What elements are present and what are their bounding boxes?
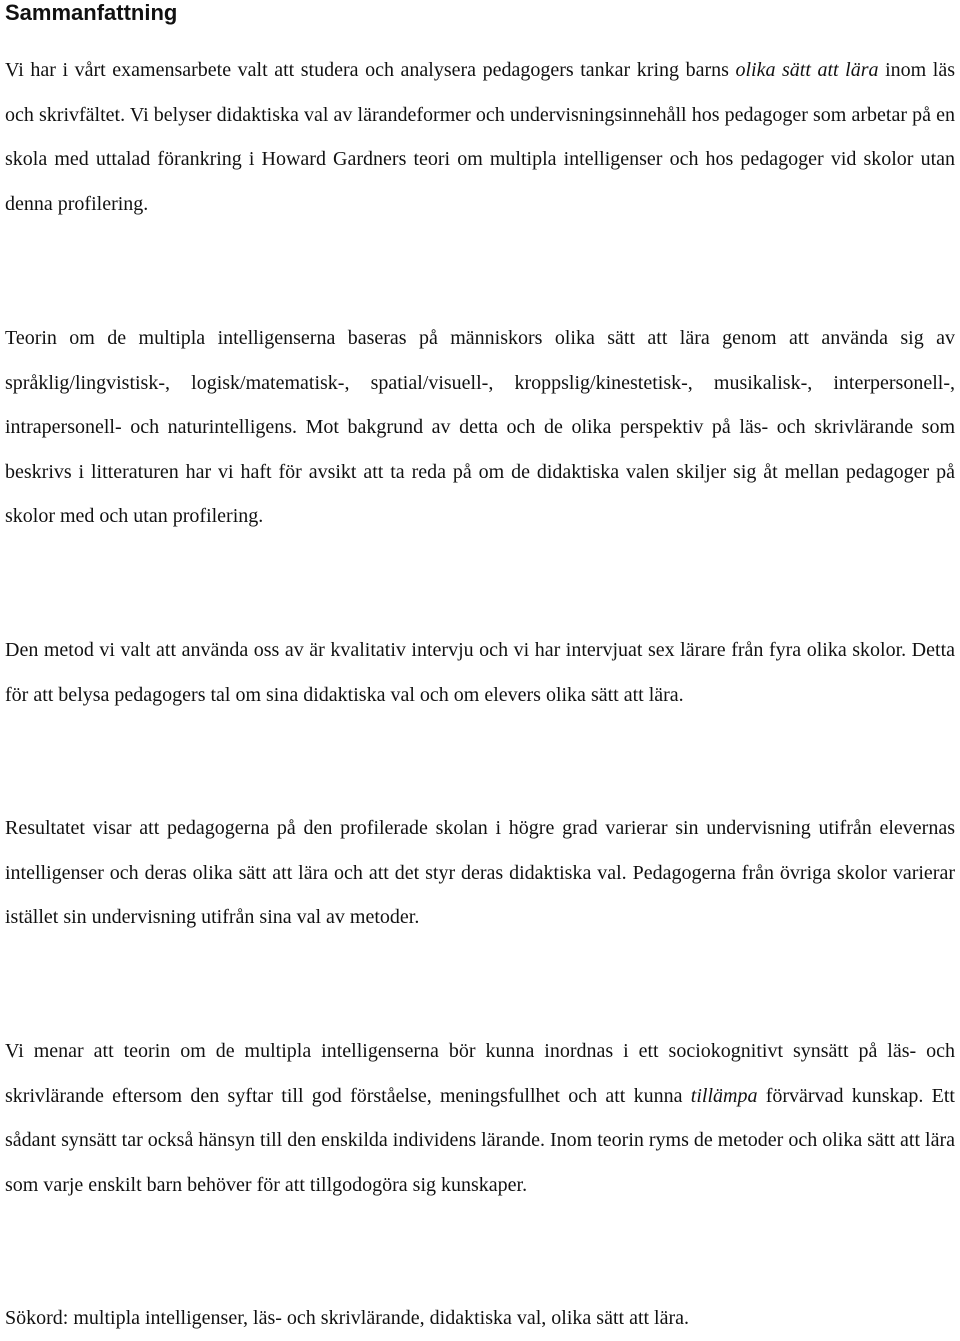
- paragraph-intro-text-c: inom läs och skrivfältet. Vi belyser didaktiska val av lärandeformer och undervisningsinnehåll hos pedagoger som arbetar på en skola med uttalad förankring i Howard Gardners teori om multipla intelligenser och hos pedagoger vid skolor utan denna profilering.: [5, 59, 955, 215]
- keywords-line: Sökord: multipla intelligenser, läs- och skrivlärande, didaktiska val, olika sätt att lära.: [5, 1307, 690, 1329]
- paragraph-result: Resultatet visar att pedagogerna på den profilerade skolan i högre grad varierar sin undervisning utifrån elevernas intelligenser och deras olika sätt att lära och att det styr deras didaktiska val. Pedagogerna från övriga skolor varierar istället sin undervisning utifrån sina val av metoder.: [5, 817, 955, 928]
- paragraph-theory: Teorin om de multipla intelligenserna baseras på människors olika sätt att lära genom att använda sig av språklig/lingvistisk-, logisk/matematisk-, spatial/visuell-, kroppslig/kinestetisk-, musikalisk-, interpersonell-, intrapersonell- och naturintelligens. Mot bakgrund av detta och de olika perspektiv på läs- och skrivlärande som beskrivs i litteraturen har vi haft för avsikt att ta reda på om de didaktiska valen skiljer sig åt mellan pedagoger på skolor med och utan profilering.: [5, 327, 955, 527]
- paragraph-discussion: [5, 1029, 955, 1207]
- paragraph-intro-text-a: Vi har i vårt examensarbete valt att studera och analysera pedagogers tankar kring barns: [5, 59, 736, 81]
- paragraph-discussion-text-c: förvärvad kunskap. Ett sådant synsätt tar också hänsyn till den enskilda individens lärande. Inom teorin ryms de metoder och olika sätt att lära som varje enskilt barn behöver för att tillgodogöra sig kunskaper.: [5, 1084, 955, 1196]
- page-title: Sammanfattning: [5, 0, 178, 25]
- paragraph-intro-italic: olika sätt att lära: [735, 59, 879, 81]
- paragraph-discussion-text-a: Vi menar att teorin om de multipla intelligenserna bör kunna inordnas i ett sociokognitivt synsätt på läs- och skrivlärande eftersom den syftar till god förståelse, meningsfullhet och att kunna: [5, 1040, 955, 1107]
- paragraph-discussion-italic: tillämpa: [690, 1084, 758, 1107]
- paragraph-intro: [5, 48, 955, 226]
- paragraph-method: Den metod vi valt att använda oss av är kvalitativ intervju och vi har intervjuat sex lärare från fyra olika skolor. Detta för att belysa pedagogers tal om sina didaktiska val och om elevers olika sätt att lära.: [5, 639, 955, 706]
